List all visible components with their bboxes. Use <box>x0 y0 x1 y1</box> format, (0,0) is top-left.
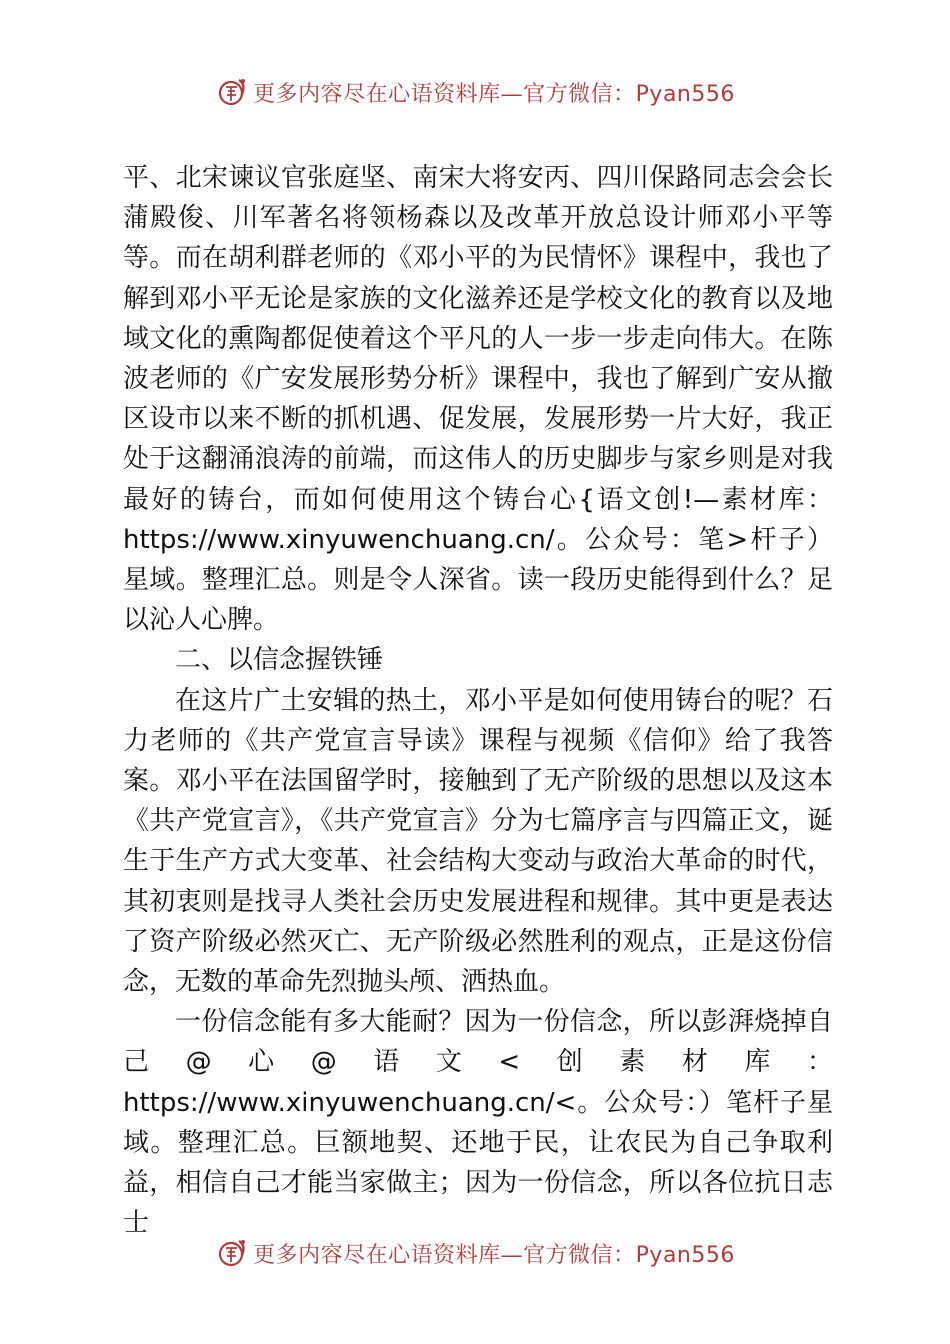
seal-logo-icon <box>215 1235 251 1271</box>
paragraph: 一份信念能有多大能耐？因为一份信念，所以彭湃烧掉自己@心@语文<创素材库：https://www.xinyuwenchuang.cn/<。公众号：）笔杆子星域。整理汇总。巨额地契、还地于民，让农民为自己争取利益，相信自己才能当家做主；因为一份信念，所以各位抗日志士 <box>123 1007 833 1239</box>
footer-watermark-banner <box>0 1231 950 1275</box>
paragraph: 在这片广土安辑的热土，邓小平是如何使用铸台的呢？石力老师的《共产党宣言导读》课程与视频《信仰》给了我答案。邓小平在法国留学时，接触到了无产阶级的思想以及这本《共产党宣言》，《共产党宣言》分为七篇序言与四篇正文，诞生于生产方式大变革、社会结构大变动与政治大革命的时代，其初衷则是找寻人类社会历史发展进程和规律。其中更是表达了资产阶级必然灭亡、无产阶级必然胜利的观点，正是这份信念，无数的革命先烈抛头颅、洒热血。 <box>123 685 833 998</box>
seal-logo-icon <box>215 74 251 110</box>
document-body <box>123 158 833 1243</box>
wechat-id: Pyan556 <box>635 1242 735 1268</box>
header-watermark-banner <box>0 70 950 114</box>
section-heading: 二、以信念握铁锤 <box>175 645 384 676</box>
paragraph: 平、北宋谏议官张庭坚、南宋大将安丙、四川保路同志会会长蒲殿俊、川军著名将领杨森以及改革开放总设计师邓小平等等。而在胡利群老师的《邓小平的为民情怀》课程中，我也了解到邓小平无论是家族的文化滋养还是学校文化的教育以及地域文化的熏陶都促使着这个平凡的人一步一步走向伟大。在陈波老师的《广安发展形势分析》课程中，我也了解到广安从撤区设市以来不断的抓机遇、促发展，发展形势一片大好，我正处于这翻涌浪涛的前端，而这伟人的历史脚步与家乡则是对我最好的铸台，而如何使用这个铸台心{语文创!—素材库：https://www.xinyuwenchuang.cn/。公众号：笔>杆子）星域。整理汇总。则是令人深省。读一段历史能得到什么？足以沁人心脾。 <box>123 163 833 636</box>
wechat-id: Pyan556 <box>635 81 735 107</box>
banner-text: 更多内容尽在心语资料库—官方微信：Pyan556 <box>253 81 735 107</box>
banner-text: 更多内容尽在心语资料库—官方微信：Pyan556 <box>253 1242 735 1268</box>
